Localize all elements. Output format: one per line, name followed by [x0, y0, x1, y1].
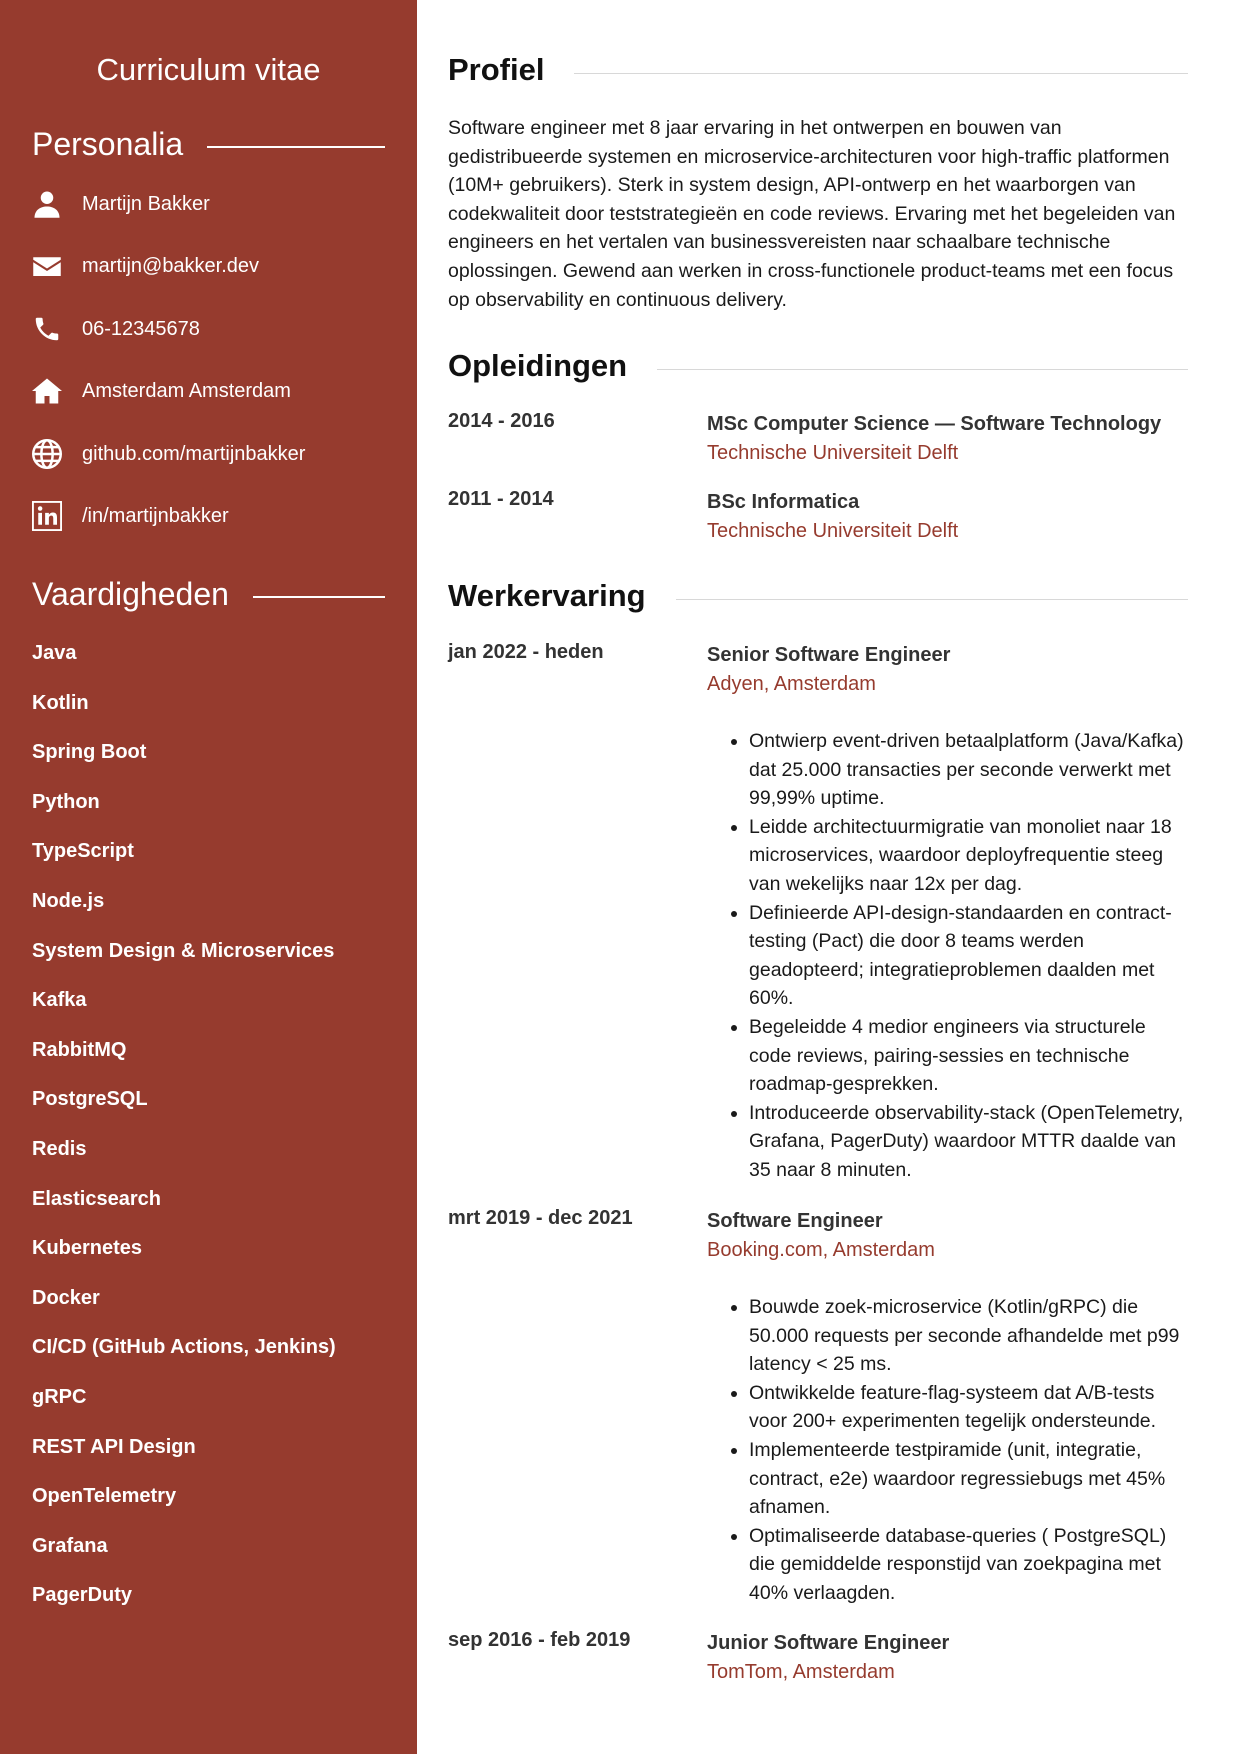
list-item: • Bouwde zoek-microservice (Kotlin/gRPC) die 50.000 requests per seconde afhandelde met p99 latency < 25 ms.	[749, 1293, 1191, 1379]
skill-item: TypeScript	[32, 840, 134, 863]
skill-item: gRPC	[32, 1385, 87, 1408]
skill-item: System Design & Microservices	[32, 939, 335, 962]
phone-icon	[32, 314, 62, 344]
contact-github[interactable]	[32, 439, 305, 469]
entry-bullets	[707, 1293, 1191, 1608]
list-item: • Introduceerde observability-stack (OpenTelemetry, Grafana, PagerDuty) waardoor MTTR daalde van 35 naar 8 minuten.	[749, 1099, 1191, 1185]
contact-phone[interactable]	[32, 314, 200, 344]
entry-title: Senior Software Engineer	[707, 644, 951, 666]
skill-item: CI/CD (GitHub Actions, Jenkins)	[32, 1336, 336, 1359]
education-heading-label: Opleidingen	[448, 348, 628, 383]
skills-heading-label: Vaardigheden	[32, 576, 229, 612]
skill-item: Spring Boot	[32, 741, 147, 764]
globe-icon	[32, 439, 62, 469]
heading-rule	[676, 599, 1188, 600]
sidebar	[0, 0, 417, 1754]
skill-item: Kafka	[32, 989, 87, 1012]
skill-item: PagerDuty	[32, 1584, 133, 1607]
list-item: • Implementeerde testpiramide (unit, integratie, contract, e2e) waardoor regressiebugs met 45% afnamen.	[749, 1436, 1191, 1522]
education-heading	[448, 348, 1188, 384]
entry-title: Software Engineer	[707, 1210, 883, 1232]
personalia-heading-label: Personalia	[32, 126, 184, 162]
heading-rule	[657, 369, 1188, 370]
contact-linkedin-text[interactable]: /in/martijnbakker	[82, 504, 229, 527]
skill-item: Kubernetes	[32, 1237, 143, 1260]
skill-item: REST API Design	[32, 1435, 196, 1458]
user-icon	[32, 189, 62, 219]
experience-heading	[448, 578, 1188, 614]
entry-org: Technische Universiteit Delft	[707, 442, 959, 464]
envelope-icon	[32, 251, 62, 281]
entry-org: Adyen, Amsterdam	[707, 673, 876, 695]
skill-item: OpenTelemetry	[32, 1485, 177, 1508]
experience-heading-label: Werkervaring	[448, 578, 646, 613]
skill-item: RabbitMQ	[32, 1038, 127, 1061]
document-title: Curriculum vitae	[96, 52, 321, 87]
skill-item: Java	[32, 642, 77, 664]
skill-item: Redis	[32, 1137, 87, 1160]
skill-item: Python	[32, 790, 100, 813]
contact-email-text[interactable]: martijn@bakker.dev	[82, 254, 260, 277]
skill-item: Kotlin	[32, 691, 89, 714]
heading-rule	[207, 146, 385, 148]
linkedin-icon	[32, 501, 62, 531]
profile-text: Software engineer met 8 jaar ervaring in het ontwerpen en bouwen van gedistribueerde systemen en microservice-architecturen voor high-traffic platformen (10M+ gebruikers). Sterk in system design, API-ontwerp en het waarborgen van codekwaliteit door teststrategieën en code reviews. Ervaring met het begeleiden van engineers en het vertalen van businessvereisten naar schaalbare technische oplossingen. Gewend aan werken in cross-functionele product-teams met een focus op observability en continuous delivery.	[448, 117, 1176, 311]
entry-org: Technische Universiteit Delft	[707, 520, 959, 542]
entry-title: Junior Software Engineer	[707, 1632, 950, 1654]
list-item: • Leidde architectuurmigratie van monoliet naar 18 microservices, waardoor deployfrequentie steeg van wekelijks naar 12x per dag.	[749, 813, 1191, 899]
list-item: • Ontwierp event-driven betaalplatform (Java/Kafka) dat 25.000 transacties per seconde verwerkt met 99,99% uptime.	[749, 727, 1191, 813]
entry-org: TomTom, Amsterdam	[707, 1661, 895, 1683]
list-item: • Definieerde API-design-standaarden en contract-testing (Pact) die door 8 teams werden geadopteerd; integratieproblemen daalden met 60%.	[749, 899, 1191, 1013]
skill-item: Docker	[32, 1286, 100, 1309]
home-icon	[32, 376, 62, 406]
heading-rule	[253, 596, 385, 598]
entry-org: Booking.com, Amsterdam	[707, 1239, 935, 1261]
list-item: • Begeleidde 4 medior engineers via structurele code reviews, pairing-sessies en technische roadmap-gesprekken.	[749, 1013, 1191, 1099]
entry-dates: jan 2022 - heden	[448, 641, 604, 663]
contact-phone-text: 06-12345678	[82, 317, 200, 340]
skill-item: Node.js	[32, 889, 105, 912]
heading-rule	[574, 73, 1188, 74]
entry-dates: 2014 - 2016	[448, 410, 555, 432]
personalia-heading	[32, 126, 385, 163]
entry-dates: 2011 - 2014	[448, 488, 554, 510]
contact-github-text[interactable]: github.com/martijnbakker	[82, 442, 306, 465]
contact-linkedin[interactable]	[32, 501, 229, 531]
profile-heading	[448, 52, 1188, 88]
entry-title: MSc Computer Science — Software Technology	[707, 413, 1162, 435]
skill-item: Grafana	[32, 1534, 108, 1557]
entry-dates: mrt 2019 - dec 2021	[448, 1207, 633, 1229]
list-item: • Ontwikkelde feature-flag-systeem dat A/B-tests voor 200+ experimenten tegelijk ondersteunde.	[749, 1379, 1191, 1436]
skill-item: PostgreSQL	[32, 1088, 148, 1111]
contact-address	[32, 376, 291, 406]
entry-bullets	[707, 727, 1191, 1185]
entry-dates: sep 2016 - feb 2019	[448, 1629, 631, 1651]
entry-title: BSc Informatica	[707, 491, 860, 513]
contact-name-text: Martijn Bakker	[82, 192, 210, 215]
contact-email[interactable]	[32, 251, 259, 281]
profile-heading-label: Profiel	[448, 52, 545, 87]
list-item: • Optimaliseerde database-queries ( PostgreSQL) die gemiddelde responstijd van zoekpagina met 40% verlaagden.	[749, 1522, 1191, 1608]
contact-name	[32, 189, 210, 219]
skills-list	[32, 640, 336, 1632]
contact-address-text: Amsterdam Amsterdam	[82, 379, 291, 402]
skill-item: Elasticsearch	[32, 1187, 161, 1210]
skills-heading	[32, 576, 385, 613]
